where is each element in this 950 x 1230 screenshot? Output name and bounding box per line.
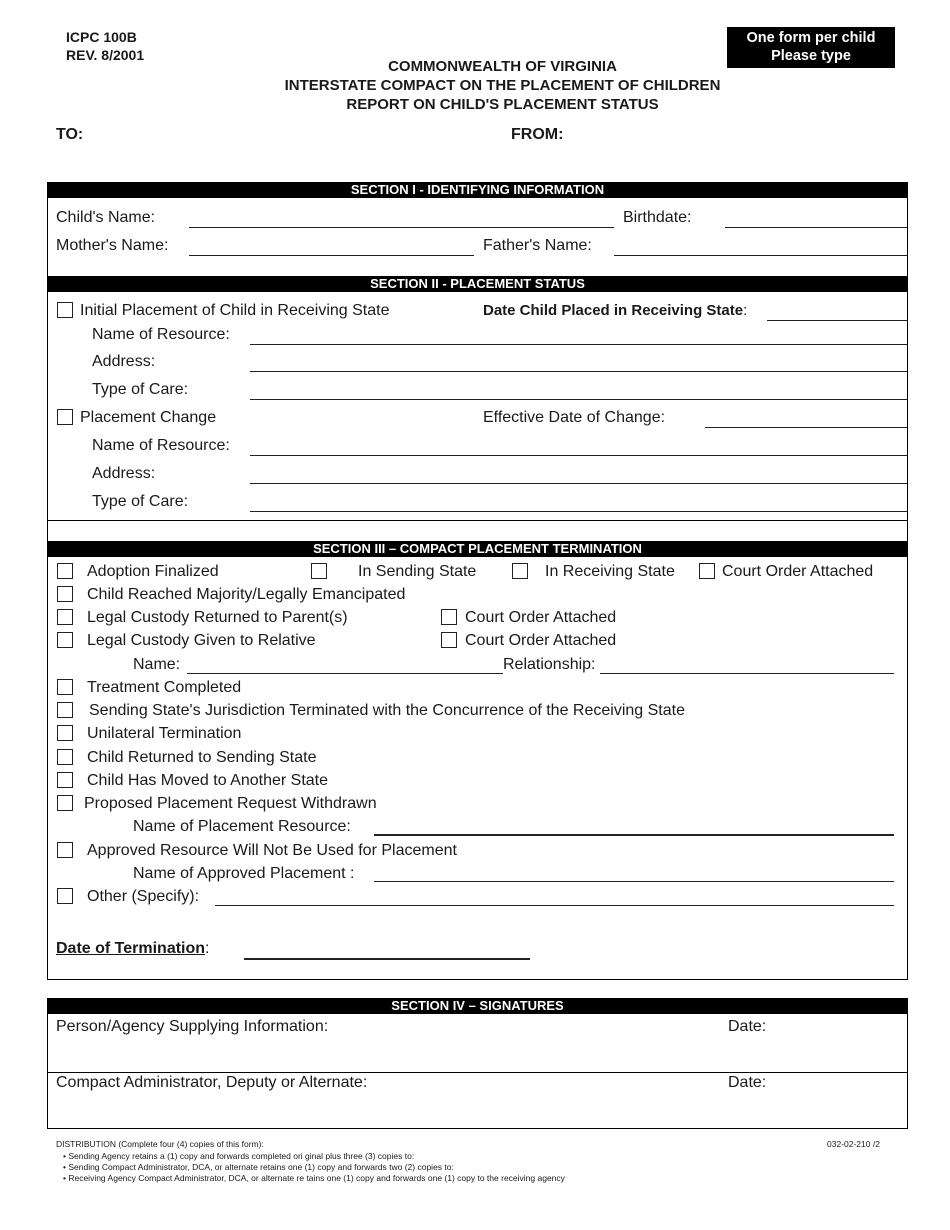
mothers-name-label: Mother's Name: <box>56 237 169 254</box>
approved-placement-name-label: Name of Approved Placement : <box>133 865 355 882</box>
reached-majority-checkbox[interactable] <box>57 586 73 602</box>
relative-name-label: Name: <box>133 656 181 673</box>
form-code-text: ICPC 100B <box>66 29 137 45</box>
signature-divider <box>47 1072 908 1073</box>
custody-relative-court-order-label: Court Order Attached <box>465 632 617 649</box>
unilateral-termination-label: Unilateral Termination <box>87 725 242 742</box>
frame-right-upper <box>907 182 908 980</box>
placement-resource-name-field[interactable] <box>374 834 894 836</box>
date-1-label: Date: <box>728 1018 767 1035</box>
other-specify-label: Other (Specify): <box>87 888 200 905</box>
returned-sending-checkbox[interactable] <box>57 749 73 765</box>
title-line-1: COMMONWEALTH OF VIRGINIA <box>388 58 617 75</box>
custody-parents-court-order-checkbox[interactable] <box>441 609 457 625</box>
approved-placement-name-field[interactable] <box>374 881 894 882</box>
type-of-care-label: Type of Care: <box>92 381 189 398</box>
distribution-bullet-1: • Sending Agency retains a (1) copy and forwards completed ori ginal plus three (3) copies to: <box>63 1151 415 1161</box>
in-receiving-state-checkbox[interactable] <box>512 563 528 579</box>
approved-not-used-label: Approved Resource Will Not Be Used for Placement <box>87 842 457 859</box>
initial-placement-label: Initial Placement of Child in Receiving State <box>80 302 390 319</box>
fathers-name-field[interactable] <box>614 255 907 256</box>
section-4-header: SECTION IV – SIGNATURES <box>47 998 908 1014</box>
effective-date-field[interactable] <box>705 427 907 428</box>
section-2-bottom-rule <box>47 520 908 521</box>
new-resource-address-label: Address: <box>92 465 156 482</box>
placement-change-checkbox[interactable] <box>57 409 73 425</box>
new-resource-name-field[interactable] <box>250 455 907 456</box>
other-specify-checkbox[interactable] <box>57 888 73 904</box>
resource-name-field[interactable] <box>250 344 907 345</box>
resource-address-field[interactable] <box>250 371 907 372</box>
from-label: FROM: <box>511 126 564 143</box>
custody-parents-label: Legal Custody Returned to Parent(s) <box>87 609 348 626</box>
type-of-care-field[interactable] <box>250 399 907 400</box>
birthdate-label: Birthdate: <box>623 209 692 226</box>
reached-majority-label: Child Reached Majority/Legally Emancipated <box>87 586 406 603</box>
title-line-2: INTERSTATE COMPACT ON THE PLACEMENT OF CHILDREN <box>284 77 721 94</box>
new-type-of-care-field[interactable] <box>250 511 907 512</box>
childs-name-label: Child's Name: <box>56 209 156 226</box>
other-specify-field[interactable] <box>215 905 894 906</box>
new-type-of-care-label: Type of Care: <box>92 493 189 510</box>
placement-resource-name-label: Name of Placement Resource: <box>133 818 351 835</box>
moved-another-state-label: Child Has Moved to Another State <box>87 772 329 789</box>
new-resource-address-field[interactable] <box>250 483 907 484</box>
in-sending-state-checkbox[interactable] <box>311 563 327 579</box>
adoption-court-order-checkbox[interactable] <box>699 563 715 579</box>
adoption-finalized-label: Adoption Finalized <box>87 563 219 580</box>
resource-name-label: Name of Resource: <box>92 326 230 343</box>
jurisdiction-terminated-label: Sending State's Jurisdiction Terminated with the Concurrence of the Receiving State <box>89 702 685 719</box>
request-withdrawn-checkbox[interactable] <box>57 795 73 811</box>
distribution-heading: DISTRIBUTION (Complete four (4) copies of this form): <box>56 1139 264 1149</box>
custody-parents-checkbox[interactable] <box>57 609 73 625</box>
approved-not-used-checkbox[interactable] <box>57 842 73 858</box>
relative-name-field[interactable] <box>187 673 503 674</box>
custody-relative-checkbox[interactable] <box>57 632 73 648</box>
section-4-bottom-rule <box>47 1128 908 1129</box>
adoption-court-order-label: Court Order Attached <box>722 563 874 580</box>
in-receiving-state-label: In Receiving State <box>545 563 675 580</box>
moved-another-state-checkbox[interactable] <box>57 772 73 788</box>
mothers-name-field[interactable] <box>189 255 474 256</box>
section-2-header: SECTION II - PLACEMENT STATUS <box>47 276 908 292</box>
section-3-bottom-rule <box>47 979 908 980</box>
to-label: TO: <box>56 126 84 143</box>
custody-parents-court-order-label: Court Order Attached <box>465 609 617 626</box>
effective-date-label: Effective Date of Change: <box>483 409 666 426</box>
frame-right-lower <box>907 998 908 1129</box>
date-placed-field[interactable] <box>767 320 907 321</box>
frame-left-lower <box>47 998 48 1129</box>
badge-line-1: One form per child <box>746 30 876 46</box>
badge-line-2: Please type <box>771 48 851 64</box>
relationship-field[interactable] <box>600 673 894 674</box>
custody-relative-label: Legal Custody Given to Relative <box>87 632 316 649</box>
section-3-header: SECTION III – COMPACT PLACEMENT TERMINATION <box>47 541 908 557</box>
adoption-finalized-checkbox[interactable] <box>57 563 73 579</box>
date-of-termination-colon: : <box>205 940 210 957</box>
placement-change-label: Placement Change <box>80 409 217 426</box>
distribution-bullet-3: • Receiving Agency Compact Administrator, DCA, or alternate re tains one (1) copy and forwards one (1) copy to the receiving agency <box>63 1173 565 1183</box>
section-1-header: SECTION I - IDENTIFYING INFORMATION <box>47 182 908 198</box>
person-agency-label: Person/Agency Supplying Information: <box>56 1018 329 1035</box>
returned-sending-label: Child Returned to Sending State <box>87 749 317 766</box>
custody-relative-court-order-checkbox[interactable] <box>441 632 457 648</box>
request-withdrawn-label: Proposed Placement Request Withdrawn <box>84 795 377 812</box>
compact-admin-label: Compact Administrator, Deputy or Alternate: <box>56 1074 368 1091</box>
fathers-name-label: Father's Name: <box>483 237 592 254</box>
jurisdiction-terminated-checkbox[interactable] <box>57 702 73 718</box>
treatment-completed-checkbox[interactable] <box>57 679 73 695</box>
date-of-termination-text: Date of Termination <box>56 940 206 957</box>
date-placed-text: Date Child Placed in Receiving State <box>483 302 744 319</box>
initial-placement-checkbox[interactable] <box>57 302 73 318</box>
date-placed-colon: : <box>743 302 748 319</box>
date-of-termination-field[interactable] <box>244 958 530 960</box>
new-resource-name-label: Name of Resource: <box>92 437 230 454</box>
treatment-completed-label: Treatment Completed <box>87 679 242 696</box>
date-2-label: Date: <box>728 1074 767 1091</box>
frame-left-upper <box>47 182 48 980</box>
childs-name-field[interactable] <box>189 227 614 228</box>
birthdate-field[interactable] <box>725 227 907 228</box>
form-number: 032-02-210 /2 <box>827 1139 880 1149</box>
resource-address-label: Address: <box>92 353 156 370</box>
relationship-label: Relationship: <box>503 656 596 673</box>
date-placed-label <box>483 302 747 320</box>
in-sending-state-label: In Sending State <box>358 563 477 580</box>
revision-text: REV. 8/2001 <box>66 47 145 63</box>
unilateral-termination-checkbox[interactable] <box>57 725 73 741</box>
title-line-3: REPORT ON CHILD'S PLACEMENT STATUS <box>346 96 659 113</box>
distribution-bullet-2: • Sending Compact Administrator, DCA, or alternate retains one (1) copy and forwards two (2) copies to: <box>63 1162 454 1172</box>
date-of-termination-label <box>56 940 210 958</box>
